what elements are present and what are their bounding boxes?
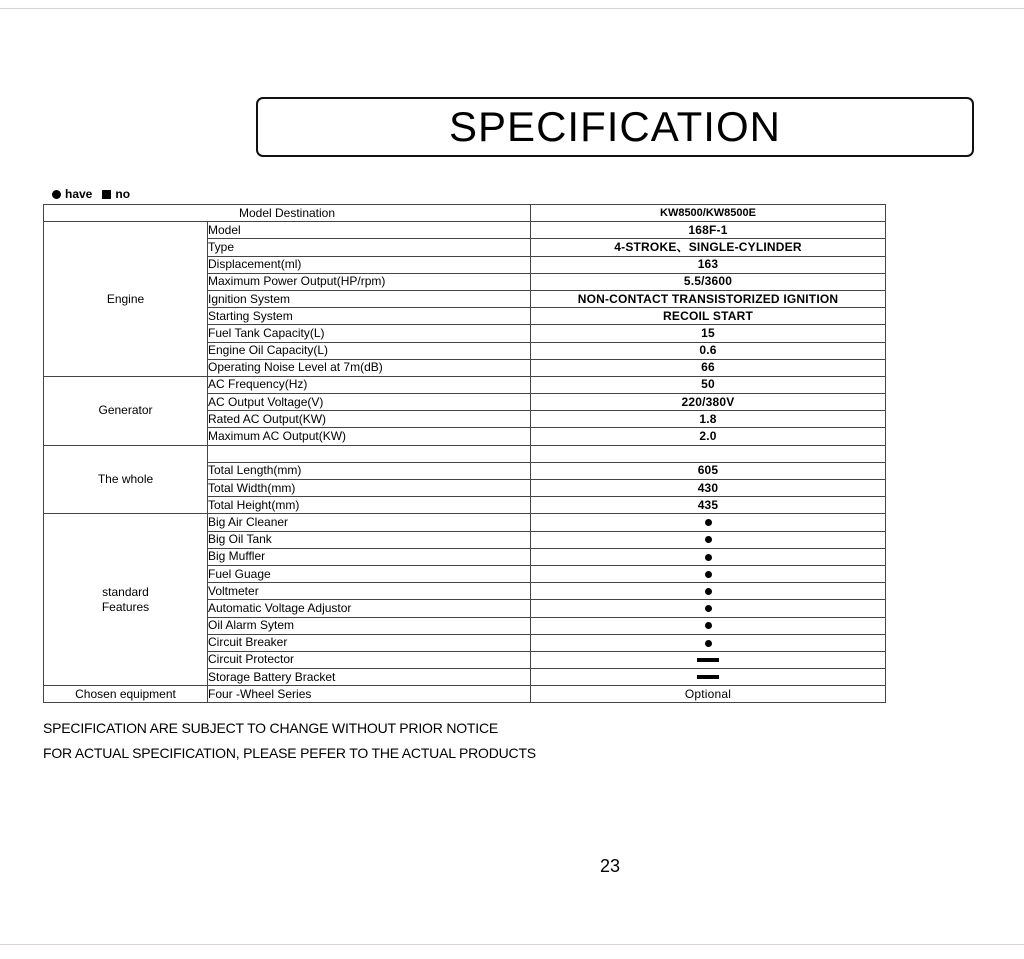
spec-mark-cell [531, 531, 886, 548]
spec-mark-cell [531, 669, 886, 686]
spec-mark-cell [531, 617, 886, 634]
spec-item-label: Total Width(mm) [208, 480, 531, 497]
spec-item-label: Type [208, 239, 531, 256]
have-dot-icon [705, 605, 712, 612]
spec-value: 4-STROKE、SINGLE-CYLINDER [531, 239, 886, 256]
have-dot-icon [705, 622, 712, 629]
page-title: SPECIFICATION [449, 103, 781, 150]
page-number: 23 [600, 856, 621, 876]
spec-item-label: Operating Noise Level at 7m(dB) [208, 359, 531, 376]
spec-item-label: AC Frequency(Hz) [208, 376, 531, 393]
notice-line-1: SPECIFICATION ARE SUBJECT TO CHANGE WITHOUT PRIOR NOTICE [43, 720, 499, 736]
spec-item-label: Big Muffler [208, 548, 531, 565]
spec-item-label: Oil Alarm Sytem [208, 617, 531, 634]
spec-item-label: Maximum Power Output(HP/rpm) [208, 273, 531, 290]
spec-value: 15 [531, 325, 886, 342]
table-header-row [44, 205, 886, 222]
spec-mark-cell [531, 514, 886, 531]
have-dot-icon [705, 554, 712, 561]
have-dot-icon [705, 640, 712, 647]
spec-item-label: Rated AC Output(KW) [208, 411, 531, 428]
spec-value: NON-CONTACT TRANSISTORIZED IGNITION [531, 290, 886, 307]
spec-item-label: Ignition System [208, 290, 531, 307]
spec-item-label: Total Length(mm) [208, 462, 531, 479]
spec-mark-cell [531, 565, 886, 582]
spec-mark-cell [531, 634, 886, 651]
table-row [44, 514, 886, 531]
spec-mark-cell [531, 583, 886, 600]
have-dot-icon [705, 588, 712, 595]
spec-item-label: Big Oil Tank [208, 531, 531, 548]
no-bar-icon [697, 658, 719, 662]
spec-item-label: Four -Wheel Series [208, 686, 531, 703]
page-top-edge [0, 8, 1024, 9]
category-chosen: Chosen equipment [44, 686, 208, 703]
no-bar-icon [697, 675, 719, 679]
table-row [44, 445, 886, 462]
spec-item-label: Fuel Guage [208, 565, 531, 582]
specification-table-body [44, 205, 886, 703]
spec-item-label: Circuit Breaker [208, 634, 531, 651]
category-engine [44, 222, 208, 377]
filled-circle-icon [52, 190, 61, 199]
specification-table [43, 204, 886, 703]
spec-item-label: Voltmeter [208, 583, 531, 600]
spec-value: 0.6 [531, 342, 886, 359]
spec-value: RECOIL START [531, 308, 886, 325]
table-row [44, 222, 886, 239]
spec-item-label: Model [208, 222, 531, 239]
spec-value: 435 [531, 497, 886, 514]
spec-value: 66 [531, 359, 886, 376]
table-row [44, 686, 886, 703]
legend-have-label: have [65, 187, 93, 201]
have-dot-icon [705, 571, 712, 578]
spec-item-label: Automatic Voltage Adjustor [208, 600, 531, 617]
spec-value: 50 [531, 376, 886, 393]
notice-line-2: FOR ACTUAL SPECIFICATION, PLEASE PEFER TO THE ACTUAL PRODUCTS [43, 745, 536, 761]
spec-value: 168F-1 [531, 222, 886, 239]
spec-mark-cell [531, 600, 886, 617]
have-dot-icon [705, 536, 712, 543]
spec-item-label [208, 445, 531, 462]
spec-item-label: AC Output Voltage(V) [208, 394, 531, 411]
spec-item-label: Circuit Protector [208, 651, 531, 668]
model-name-header: KW8500/KW8500E [531, 205, 886, 222]
category-label: Generator [98, 403, 153, 418]
category-label: standard [102, 584, 149, 599]
spec-item-label: Engine Oil Capacity(L) [208, 342, 531, 359]
spec-item-label: Maximum AC Output(KW) [208, 428, 531, 445]
spec-item-label: Big Air Cleaner [208, 514, 531, 531]
category-label: The whole [97, 472, 154, 486]
spec-item-label: Storage Battery Bracket [208, 669, 531, 686]
category-standard [44, 514, 208, 686]
spec-value: 605 [531, 462, 886, 479]
legend [52, 187, 130, 201]
spec-value [531, 445, 886, 462]
title-box [256, 97, 974, 157]
spec-item-label: Starting System [208, 308, 531, 325]
spec-value: 220/380V [531, 394, 886, 411]
category-generator [44, 376, 208, 445]
spec-value: Optional [531, 686, 886, 703]
category-label: Features [101, 599, 150, 614]
model-destination-header: Model Destination [44, 205, 531, 222]
spec-value: 1.8 [531, 411, 886, 428]
page-bottom-edge [0, 944, 1024, 945]
legend-no-label: no [115, 187, 131, 201]
spec-mark-cell [531, 548, 886, 565]
category-label: Engine [106, 291, 145, 306]
spec-item-label: Displacement(ml) [208, 256, 531, 273]
have-dot-icon [705, 519, 712, 526]
spec-value: 2.0 [531, 428, 886, 445]
spec-value: 5.5/3600 [531, 273, 886, 290]
spec-mark-cell [531, 651, 886, 668]
category-whole [44, 445, 208, 514]
spec-value: 430 [531, 480, 886, 497]
filled-square-icon [102, 190, 111, 199]
spec-value: 163 [531, 256, 886, 273]
table-row [44, 376, 886, 393]
spec-item-label: Total Height(mm) [208, 497, 531, 514]
spec-item-label: Fuel Tank Capacity(L) [208, 325, 531, 342]
